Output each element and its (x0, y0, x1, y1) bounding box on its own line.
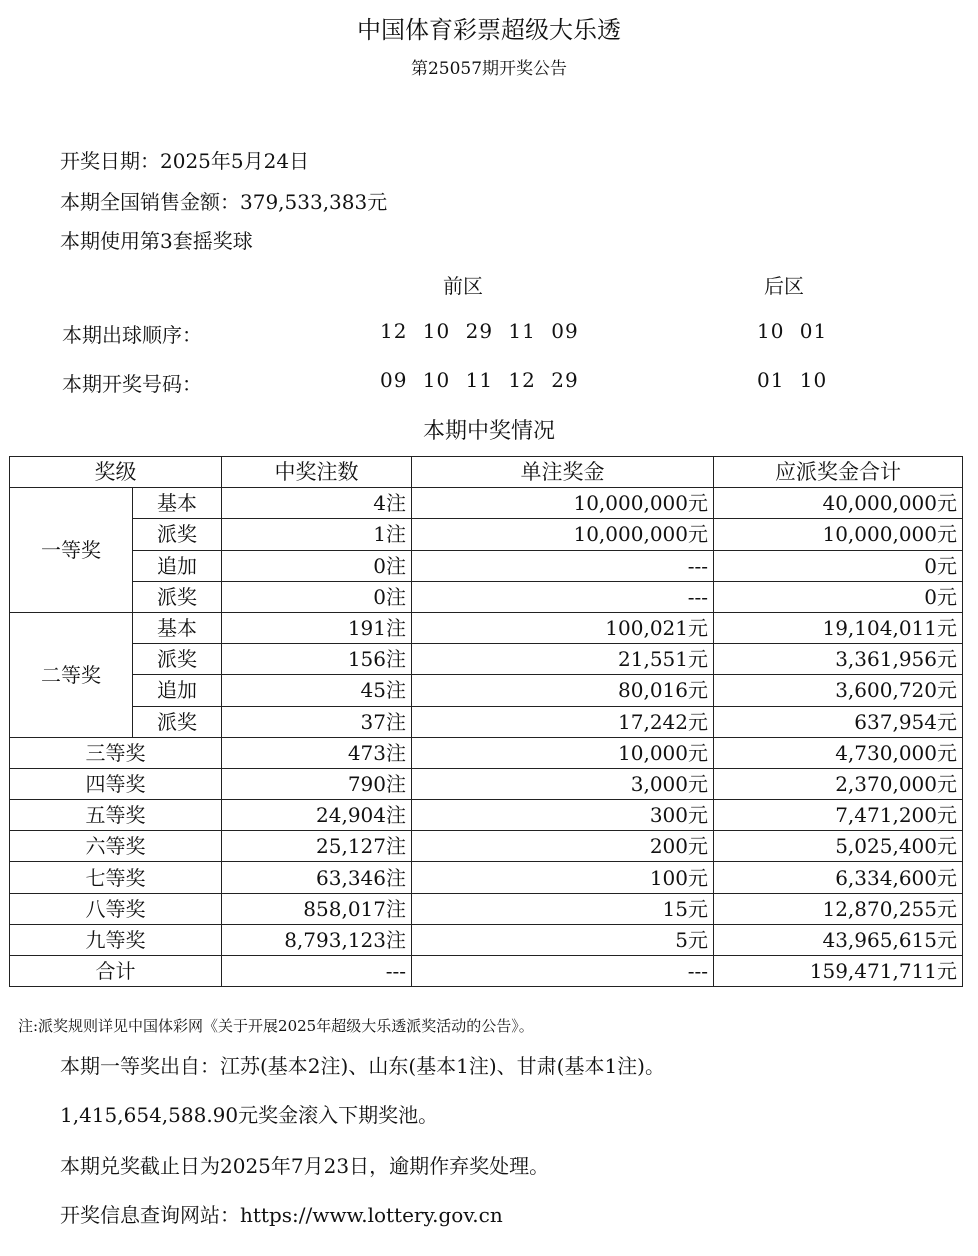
table-row (10, 737, 963, 768)
draw-order-front: 12 10 29 11 09 (380, 319, 579, 343)
table-row (10, 862, 963, 893)
total-prize: 0元 (714, 550, 963, 581)
ball-set: 本期使用第3套摇奖球 (60, 229, 253, 253)
total-prize: 19,104,011元 (714, 612, 963, 643)
win-count: 473注 (222, 737, 412, 768)
claim-deadline: 本期兑奖截止日为2025年7月23日，逾期作弃奖处理。 (60, 1154, 550, 1178)
table-row (10, 519, 963, 550)
unit-prize: --- (412, 956, 714, 987)
win-count: 0注 (222, 581, 412, 612)
winning-back-numbers: 01 10 (757, 368, 828, 392)
table-row (10, 488, 963, 519)
total-prize: 6,334,600元 (714, 862, 963, 893)
win-count: 45注 (222, 675, 412, 706)
front-zone-header: 前区 (443, 274, 483, 298)
first-prize-label: 一等奖 (10, 488, 133, 613)
prize-level: 九等奖 (10, 924, 222, 955)
win-count: 790注 (222, 768, 412, 799)
total-prize: 4,730,000元 (714, 737, 963, 768)
draw-date: 开奖日期：2025年5月24日 (60, 149, 310, 173)
footnote: 注:派奖规则详见中国体彩网《关于开展2025年超级大乐透派奖活动的公告》。 (18, 1017, 534, 1035)
unit-prize: 100,021元 (412, 612, 714, 643)
total-prize: 3,600,720元 (714, 675, 963, 706)
win-count: 8,793,123注 (222, 924, 412, 955)
total-prize: 43,965,615元 (714, 924, 963, 955)
table-row (10, 924, 963, 955)
unit-prize: 80,016元 (412, 675, 714, 706)
table-row-total (10, 956, 963, 987)
win-count: --- (222, 956, 412, 987)
unit-prize: 21,551元 (412, 644, 714, 675)
table-row (10, 581, 963, 612)
header-total: 应派奖金合计 (714, 457, 963, 488)
win-count: 37注 (222, 706, 412, 737)
table-row (10, 768, 963, 799)
unit-prize: --- (412, 581, 714, 612)
table-row (10, 675, 963, 706)
win-count: 24,904注 (222, 800, 412, 831)
table-row (10, 893, 963, 924)
total-prize: 3,361,956元 (714, 644, 963, 675)
prize-level: 五等奖 (10, 800, 222, 831)
total-prize: 159,471,711元 (714, 956, 963, 987)
prize-level: 三等奖 (10, 737, 222, 768)
total-prize: 12,870,255元 (714, 893, 963, 924)
table-row (10, 800, 963, 831)
win-count: 191注 (222, 612, 412, 643)
draw-order-back: 10 01 (757, 319, 828, 343)
back-zone-header: 后区 (764, 274, 804, 298)
table-row (10, 612, 963, 643)
unit-prize: 5元 (412, 924, 714, 955)
sales-amount: 本期全国销售金额：379,533,383元 (60, 190, 388, 214)
first-prize-origin: 本期一等奖出自：江苏(基本2注)、山东(基本1注)、甘肃(基本1注)。 (60, 1054, 665, 1078)
unit-prize: 200元 (412, 831, 714, 862)
total-prize: 7,471,200元 (714, 800, 963, 831)
total-prize: 40,000,000元 (714, 488, 963, 519)
unit-prize: 3,000元 (412, 768, 714, 799)
total-prize: 10,000,000元 (714, 519, 963, 550)
unit-prize: 10,000,000元 (412, 519, 714, 550)
table-header-row (10, 457, 963, 488)
winning-number-label: 本期开奖号码： (62, 372, 202, 396)
win-count: 4注 (222, 488, 412, 519)
table-row (10, 706, 963, 737)
win-count: 156注 (222, 644, 412, 675)
win-count: 0注 (222, 550, 412, 581)
total-prize: 637,954元 (714, 706, 963, 737)
sub-type: 派奖 (133, 644, 222, 675)
sub-type: 追加 (133, 675, 222, 706)
prize-table (9, 456, 963, 987)
winning-front-numbers: 09 10 11 12 29 (380, 368, 579, 392)
unit-prize: 100元 (412, 862, 714, 893)
header-level: 奖级 (10, 457, 222, 488)
win-count: 858,017注 (222, 893, 412, 924)
page-subtitle: 第25057期开奖公告 (410, 59, 568, 79)
jackpot-rollover: 1,415,654,588.90元奖金滚入下期奖池。 (60, 1103, 439, 1127)
prize-level: 四等奖 (10, 768, 222, 799)
win-count: 25,127注 (222, 831, 412, 862)
info-website: 开奖信息查询网站：https://www.lottery.gov.cn (60, 1203, 503, 1227)
sub-type: 派奖 (133, 706, 222, 737)
draw-order-label: 本期出球顺序： (62, 323, 202, 347)
sub-type: 派奖 (133, 581, 222, 612)
sub-type: 派奖 (133, 519, 222, 550)
header-count: 中奖注数 (222, 457, 412, 488)
win-count: 1注 (222, 519, 412, 550)
table-row (10, 644, 963, 675)
unit-prize: 15元 (412, 893, 714, 924)
page-title: 中国体育彩票超级大乐透 (357, 16, 621, 44)
sub-type: 追加 (133, 550, 222, 581)
prize-level: 七等奖 (10, 862, 222, 893)
table-row (10, 550, 963, 581)
prize-level: 合计 (10, 956, 222, 987)
unit-prize: 300元 (412, 800, 714, 831)
unit-prize: 10,000,000元 (412, 488, 714, 519)
table-row (10, 831, 963, 862)
total-prize: 0元 (714, 581, 963, 612)
prize-level: 六等奖 (10, 831, 222, 862)
total-prize: 5,025,400元 (714, 831, 963, 862)
unit-prize: --- (412, 550, 714, 581)
second-prize-label: 二等奖 (10, 612, 133, 737)
total-prize: 2,370,000元 (714, 768, 963, 799)
header-prize: 单注奖金 (412, 457, 714, 488)
prize-section-title: 本期中奖情况 (422, 419, 555, 444)
sub-type: 基本 (133, 488, 222, 519)
win-count: 63,346注 (222, 862, 412, 893)
unit-prize: 10,000元 (412, 737, 714, 768)
sub-type: 基本 (133, 612, 222, 643)
prize-level: 八等奖 (10, 893, 222, 924)
unit-prize: 17,242元 (412, 706, 714, 737)
